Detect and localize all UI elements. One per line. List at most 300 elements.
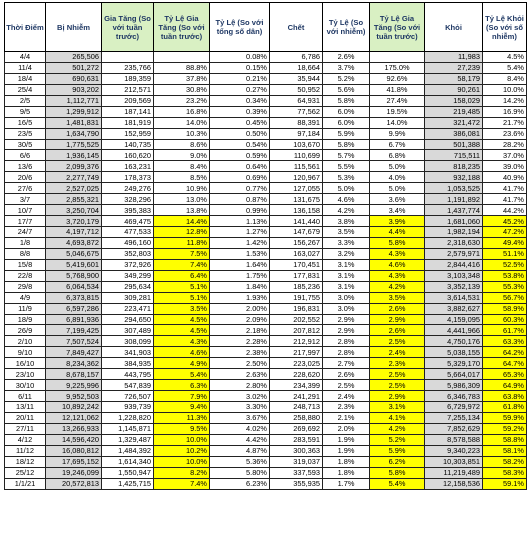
table-cell[interactable]: 6.23% [210,478,270,489]
table-cell[interactable]: 5.2% [370,434,425,445]
table-cell[interactable]: 3.5% [370,292,425,303]
table-cell[interactable]: 1.27% [210,227,270,238]
table-cell[interactable]: 3.30% [210,402,270,413]
table-cell[interactable]: 8,234,362 [46,358,102,369]
table-cell[interactable]: 7,507,524 [46,336,102,347]
table-cell[interactable]: 341,903 [102,347,154,358]
table-cell[interactable]: 2.7% [323,358,370,369]
table-cell[interactable]: 2.5% [323,380,370,391]
table-cell[interactable]: 5,419,601 [46,259,102,270]
table-cell[interactable]: 8,578,588 [425,434,483,445]
table-cell[interactable]: 3.02% [210,391,270,402]
table-cell[interactable]: 39.0% [483,161,527,172]
table-cell[interactable]: 2.28% [210,336,270,347]
table-cell[interactable]: 932,188 [425,172,483,183]
table-cell[interactable]: 12.8% [154,227,210,238]
table-cell[interactable]: 7,199,425 [46,325,102,336]
table-cell[interactable]: 5.3% [323,172,370,183]
header-cell[interactable]: Chết [270,3,323,52]
table-cell[interactable]: 1,425,715 [102,478,154,489]
table-cell[interactable]: 64.7% [483,358,527,369]
table-cell[interactable]: 30/10 [5,380,46,391]
table-cell[interactable]: 2.3% [370,358,425,369]
table-cell[interactable]: 3,352,139 [425,281,483,292]
table-cell[interactable]: 189,359 [102,73,154,84]
table-cell[interactable]: 1.8% [323,467,370,478]
table-cell[interactable] [370,52,425,63]
table-cell[interactable]: 2.1% [323,412,370,423]
table-cell[interactable]: 3.67% [210,412,270,423]
header-cell[interactable]: Bị Nhiễm [46,3,102,52]
table-cell[interactable]: 6.0% [323,106,370,117]
table-cell[interactable]: 2,844,416 [425,259,483,270]
table-cell[interactable]: 59.2% [483,423,527,434]
table-cell[interactable]: 5,329,170 [425,358,483,369]
table-cell[interactable]: 228,620 [270,369,323,380]
header-cell[interactable]: Tỷ Lệ Khỏi (So với số nhiễm) [483,3,527,52]
table-cell[interactable]: 2.4% [370,347,425,358]
table-cell[interactable]: 355,935 [270,478,323,489]
table-cell[interactable]: 64,931 [270,95,323,106]
table-cell[interactable]: 2.5% [370,369,425,380]
table-cell[interactable]: 10.0% [154,456,210,467]
table-cell[interactable]: 0.64% [210,161,270,172]
table-cell[interactable]: 3,882,627 [425,303,483,314]
table-cell[interactable]: 4.2% [370,281,425,292]
table-cell[interactable]: 2.80% [210,380,270,391]
header-cell[interactable]: Tỷ Lệ (So với tổng số dân) [210,3,270,52]
table-cell[interactable]: 2.09% [210,314,270,325]
table-cell[interactable]: 10.9% [154,183,210,194]
table-cell[interactable]: 11.8% [154,237,210,248]
table-cell[interactable]: 9,340,223 [425,445,483,456]
table-cell[interactable]: 6/6 [5,150,46,161]
table-cell[interactable]: 19.5% [370,106,425,117]
table-cell[interactable]: 6,597,286 [46,303,102,314]
table-cell[interactable]: 64.2% [483,347,527,358]
header-cell[interactable]: Khỏi [425,3,483,52]
table-cell[interactable]: 3.1% [323,281,370,292]
table-cell[interactable]: 12,121,062 [46,412,102,423]
table-cell[interactable]: 1.9% [323,434,370,445]
table-cell[interactable]: 1.8% [323,456,370,467]
table-cell[interactable]: 44.2% [483,205,527,216]
table-cell[interactable]: 10,303,851 [425,456,483,467]
table-cell[interactable]: 1.64% [210,259,270,270]
table-cell[interactable]: 4.87% [210,445,270,456]
table-cell[interactable]: 8.5% [154,172,210,183]
header-cell[interactable]: Thời Điểm [5,3,46,52]
table-cell[interactable]: 55.3% [483,281,527,292]
table-cell[interactable]: 16/10 [5,358,46,369]
table-cell[interactable]: 21.7% [483,117,527,128]
table-cell[interactable]: 6.3% [154,380,210,391]
table-cell[interactable]: 37.8% [154,73,210,84]
table-cell[interactable]: 1.93% [210,292,270,303]
table-cell[interactable]: 2.38% [210,347,270,358]
table-cell[interactable]: 328,296 [102,194,154,205]
table-cell[interactable]: 283,591 [270,434,323,445]
table-cell[interactable]: 8/8 [5,248,46,259]
table-cell[interactable]: 25/4 [5,84,46,95]
table-cell[interactable]: 92.6% [370,73,425,84]
table-cell[interactable]: 58.2% [483,456,527,467]
table-cell[interactable]: 187,141 [102,106,154,117]
table-cell[interactable]: 4,197,712 [46,227,102,238]
table-cell[interactable]: 37.0% [483,150,527,161]
table-cell[interactable]: 0.39% [210,106,270,117]
table-cell[interactable]: 45.2% [483,216,527,227]
table-cell[interactable]: 10.3% [154,128,210,139]
table-cell[interactable]: 496,160 [102,237,154,248]
header-cell[interactable]: Tỷ Lệ (So với nhiễm) [323,3,370,52]
table-cell[interactable]: 7.9% [154,391,210,402]
table-cell[interactable]: 1,481,831 [46,117,102,128]
table-cell[interactable]: 3.5% [154,303,210,314]
table-cell[interactable]: 4,693,872 [46,237,102,248]
table-cell[interactable]: 295,634 [102,281,154,292]
table-cell[interactable]: 2.63% [210,369,270,380]
table-cell[interactable]: 63.3% [483,336,527,347]
table-cell[interactable]: 269,692 [270,423,323,434]
table-cell[interactable]: 0.87% [210,194,270,205]
table-cell[interactable]: 110,699 [270,150,323,161]
table-cell[interactable]: 178,373 [102,172,154,183]
table-cell[interactable]: 14,596,420 [46,434,102,445]
table-cell[interactable]: 234,399 [270,380,323,391]
table-cell[interactable]: 2.3% [323,402,370,413]
table-cell[interactable]: 2.00% [210,303,270,314]
table-cell[interactable]: 4.2% [370,423,425,434]
table-cell[interactable]: 207,812 [270,325,323,336]
table-cell[interactable]: 5.1% [154,292,210,303]
table-cell[interactable]: 1/1/21 [5,478,46,489]
table-cell[interactable]: 6.4% [154,270,210,281]
table-cell[interactable]: 4,441,966 [425,325,483,336]
table-cell[interactable] [154,52,210,63]
table-cell[interactable]: 309,281 [102,292,154,303]
table-cell[interactable]: 2.4% [323,391,370,402]
table-cell[interactable]: 3/7 [5,194,46,205]
table-cell[interactable]: 2.9% [323,314,370,325]
table-cell[interactable]: 0.21% [210,73,270,84]
table-cell[interactable]: 5.80% [210,467,270,478]
table-cell[interactable]: 3.6% [370,194,425,205]
table-cell[interactable]: 1,112,771 [46,95,102,106]
table-cell[interactable]: 28.2% [483,139,527,150]
table-cell[interactable]: 0.77% [210,183,270,194]
table-cell[interactable]: 0.34% [210,95,270,106]
table-cell[interactable]: 903,202 [46,84,102,95]
table-cell[interactable]: 13.8% [154,205,210,216]
table-cell[interactable]: 64.9% [483,380,527,391]
table-cell[interactable]: 1,982,194 [425,227,483,238]
table-cell[interactable]: 5.8% [323,95,370,106]
table-cell[interactable]: 8.2% [154,467,210,478]
table-cell[interactable]: 6.8% [370,150,425,161]
table-cell[interactable]: 4.5% [483,52,527,63]
table-cell[interactable]: 7,852,629 [425,423,483,434]
table-cell[interactable]: 14.4% [154,216,210,227]
table-cell[interactable]: 53.8% [483,270,527,281]
table-cell[interactable]: 0.50% [210,128,270,139]
table-cell[interactable]: 7.4% [154,478,210,489]
table-cell[interactable]: 11,219,489 [425,467,483,478]
table-cell[interactable]: 13/11 [5,402,46,413]
table-cell[interactable]: 443,795 [102,369,154,380]
table-cell[interactable]: 140,735 [102,139,154,150]
table-cell[interactable]: 58.1% [483,445,527,456]
table-cell[interactable]: 7,849,427 [46,347,102,358]
table-cell[interactable]: 0.69% [210,172,270,183]
table-cell[interactable]: 2,318,630 [425,237,483,248]
table-cell[interactable]: 2.0% [323,423,370,434]
table-cell[interactable]: 61.7% [483,325,527,336]
table-cell[interactable]: 131,675 [270,194,323,205]
table-cell[interactable]: 3.1% [370,402,425,413]
table-cell[interactable]: 23/10 [5,369,46,380]
table-cell[interactable]: 1.84% [210,281,270,292]
table-cell[interactable]: 4.9% [154,358,210,369]
table-cell[interactable]: 3.2% [323,248,370,259]
table-cell[interactable]: 27/6 [5,183,46,194]
table-cell[interactable]: 30/5 [5,139,46,150]
table-cell[interactable]: 7.5% [154,248,210,259]
table-cell[interactable]: 2.18% [210,325,270,336]
table-cell[interactable]: 10.0% [483,84,527,95]
table-cell[interactable]: 3.0% [323,292,370,303]
table-cell[interactable]: 18/9 [5,314,46,325]
table-cell[interactable]: 18/12 [5,456,46,467]
table-cell[interactable]: 300,363 [270,445,323,456]
table-cell[interactable]: 13,266,933 [46,423,102,434]
table-cell[interactable]: 2.9% [323,325,370,336]
table-cell[interactable]: 477,533 [102,227,154,238]
table-cell[interactable]: 1,634,790 [46,128,102,139]
table-cell[interactable]: 6.7% [370,139,425,150]
table-cell[interactable]: 10,892,242 [46,402,102,413]
table-cell[interactable]: 9,952,503 [46,391,102,402]
table-cell[interactable]: 4.42% [210,434,270,445]
table-cell[interactable]: 7,255,134 [425,412,483,423]
table-cell[interactable]: 77,562 [270,106,323,117]
table-cell[interactable]: 20/6 [5,172,46,183]
table-cell[interactable]: 141,440 [270,216,323,227]
table-cell[interactable]: 249,276 [102,183,154,194]
table-cell[interactable]: 212,571 [102,84,154,95]
table-cell[interactable]: 9.5% [154,423,210,434]
table-cell[interactable]: 56.7% [483,292,527,303]
table-cell[interactable]: 469,475 [102,216,154,227]
table-cell[interactable]: 3.8% [323,216,370,227]
table-cell[interactable]: 2.9% [370,314,425,325]
table-cell[interactable]: 212,912 [270,336,323,347]
table-cell[interactable]: 5.8% [370,237,425,248]
table-cell[interactable]: 196,831 [270,303,323,314]
table-cell[interactable]: 16,080,812 [46,445,102,456]
table-cell[interactable]: 265,506 [46,52,102,63]
table-cell[interactable]: 2.8% [323,347,370,358]
table-cell[interactable]: 3.7% [323,62,370,73]
table-cell[interactable]: 11/4 [5,62,46,73]
table-cell[interactable]: 248,713 [270,402,323,413]
table-cell[interactable]: 9/5 [5,106,46,117]
table-cell[interactable]: 120,967 [270,172,323,183]
table-cell[interactable]: 2,527,025 [46,183,102,194]
table-cell[interactable]: 6,373,815 [46,292,102,303]
table-cell[interactable]: 5.0% [370,183,425,194]
table-cell[interactable]: 939,739 [102,402,154,413]
table-cell[interactable]: 17/7 [5,216,46,227]
table-cell[interactable]: 191,755 [270,292,323,303]
table-cell[interactable]: 241,291 [270,391,323,402]
table-cell[interactable]: 15/8 [5,259,46,270]
table-cell[interactable]: 1.7% [323,478,370,489]
table-cell[interactable]: 2,579,971 [425,248,483,259]
table-cell[interactable]: 3,720,179 [46,216,102,227]
table-cell[interactable]: 235,766 [102,62,154,73]
table-cell[interactable]: 175.0% [370,62,425,73]
table-cell[interactable]: 372,926 [102,259,154,270]
table-cell[interactable]: 13/6 [5,161,46,172]
table-cell[interactable]: 4.3% [154,336,210,347]
table-cell[interactable]: 90,261 [425,84,483,95]
table-cell[interactable]: 16.8% [154,106,210,117]
table-cell[interactable]: 24/7 [5,227,46,238]
table-cell[interactable]: 4.6% [370,259,425,270]
table-cell[interactable]: 127,055 [270,183,323,194]
table-cell[interactable]: 2.50% [210,358,270,369]
table-cell[interactable]: 4.5% [154,325,210,336]
table-cell[interactable]: 4,159,095 [425,314,483,325]
table-cell[interactable]: 219,485 [425,106,483,117]
table-cell[interactable]: 3,103,348 [425,270,483,281]
table-cell[interactable]: 27.4% [370,95,425,106]
table-cell[interactable]: 88.8% [154,62,210,73]
table-cell[interactable]: 4.6% [323,194,370,205]
table-cell[interactable]: 321,472 [425,117,483,128]
header-cell[interactable]: Tỷ Lệ Gia Tăng (So với tuần trước) [370,3,425,52]
table-cell[interactable]: 103,670 [270,139,323,150]
table-cell[interactable]: 1,484,392 [102,445,154,456]
table-cell[interactable]: 41.7% [483,183,527,194]
table-cell[interactable]: 307,489 [102,325,154,336]
table-cell[interactable]: 14.0% [154,117,210,128]
table-cell[interactable]: 5.4% [483,62,527,73]
table-cell[interactable]: 9.9% [370,128,425,139]
table-cell[interactable]: 163,231 [102,161,154,172]
table-cell[interactable]: 5.8% [323,139,370,150]
table-cell[interactable]: 18,664 [270,62,323,73]
table-cell[interactable]: 3.4% [370,205,425,216]
table-cell[interactable]: 97,184 [270,128,323,139]
table-cell[interactable]: 308,099 [102,336,154,347]
table-cell[interactable]: 26/9 [5,325,46,336]
table-cell[interactable]: 8,678,157 [46,369,102,380]
table-cell[interactable]: 1.42% [210,237,270,248]
table-cell[interactable]: 152,959 [102,128,154,139]
table-cell[interactable]: 5.9% [323,128,370,139]
table-cell[interactable]: 47.2% [483,227,527,238]
table-cell[interactable]: 20,572,813 [46,478,102,489]
table-cell[interactable]: 27/11 [5,423,46,434]
table-cell[interactable]: 18/4 [5,73,46,84]
table-cell[interactable]: 58,179 [425,73,483,84]
table-cell[interactable]: 2.6% [323,369,370,380]
table-cell[interactable]: 22/8 [5,270,46,281]
table-cell[interactable]: 4.0% [370,172,425,183]
table-cell[interactable]: 4/9 [5,292,46,303]
table-cell[interactable]: 3.1% [323,270,370,281]
table-cell[interactable]: 8.4% [154,161,210,172]
table-cell[interactable]: 58.3% [483,467,527,478]
table-cell[interactable]: 0.08% [210,52,270,63]
table-cell[interactable]: 29/8 [5,281,46,292]
table-cell[interactable]: 158,029 [425,95,483,106]
table-cell[interactable]: 1,775,525 [46,139,102,150]
table-cell[interactable]: 49.4% [483,237,527,248]
table-cell[interactable]: 59.1% [483,478,527,489]
table-cell[interactable]: 2/5 [5,95,46,106]
table-cell[interactable]: 4.5% [154,314,210,325]
table-cell[interactable]: 23/5 [5,128,46,139]
table-cell[interactable]: 58.8% [483,434,527,445]
table-cell[interactable]: 4.02% [210,423,270,434]
table-cell[interactable]: 19,246,099 [46,467,102,478]
table-cell[interactable]: 5.9% [370,445,425,456]
table-cell[interactable]: 147,679 [270,227,323,238]
table-cell[interactable]: 6,786 [270,52,323,63]
table-cell[interactable]: 10.2% [154,445,210,456]
table-cell[interactable]: 1,437,774 [425,205,483,216]
table-cell[interactable]: 9.4% [154,402,210,413]
table-cell[interactable]: 4.1% [370,412,425,423]
table-cell[interactable]: 258,880 [270,412,323,423]
table-cell[interactable]: 163,027 [270,248,323,259]
table-cell[interactable]: 2,855,321 [46,194,102,205]
table-cell[interactable]: 5,046,675 [46,248,102,259]
table-cell[interactable]: 337,593 [270,467,323,478]
table-cell[interactable]: 0.99% [210,205,270,216]
table-cell[interactable]: 160,620 [102,150,154,161]
table-cell[interactable]: 2,099,376 [46,161,102,172]
table-cell[interactable]: 25/12 [5,467,46,478]
table-cell[interactable]: 5,038,155 [425,347,483,358]
table-cell[interactable]: 6.2% [370,456,425,467]
table-cell[interactable]: 1,681,060 [425,216,483,227]
table-cell[interactable]: 16.9% [483,106,527,117]
table-cell[interactable]: 7.4% [154,259,210,270]
table-cell[interactable]: 17,695,152 [46,456,102,467]
table-cell[interactable]: 1/8 [5,237,46,248]
table-cell[interactable]: 3.9% [370,216,425,227]
table-cell[interactable]: 319,037 [270,456,323,467]
table-cell[interactable]: 9.0% [154,150,210,161]
table-cell[interactable]: 2.5% [370,336,425,347]
table-cell[interactable]: 5.5% [323,161,370,172]
table-cell[interactable]: 181,919 [102,117,154,128]
table-cell[interactable]: 5.6% [323,84,370,95]
table-cell[interactable]: 501,388 [425,139,483,150]
table-cell[interactable]: 384,935 [102,358,154,369]
table-cell[interactable]: 136,158 [270,205,323,216]
table-cell[interactable]: 0.59% [210,150,270,161]
table-cell[interactable]: 4,750,176 [425,336,483,347]
table-cell[interactable]: 41.7% [483,194,527,205]
table-cell[interactable]: 1,936,145 [46,150,102,161]
table-cell[interactable]: 2.6% [323,52,370,63]
table-cell[interactable]: 6/11 [5,391,46,402]
